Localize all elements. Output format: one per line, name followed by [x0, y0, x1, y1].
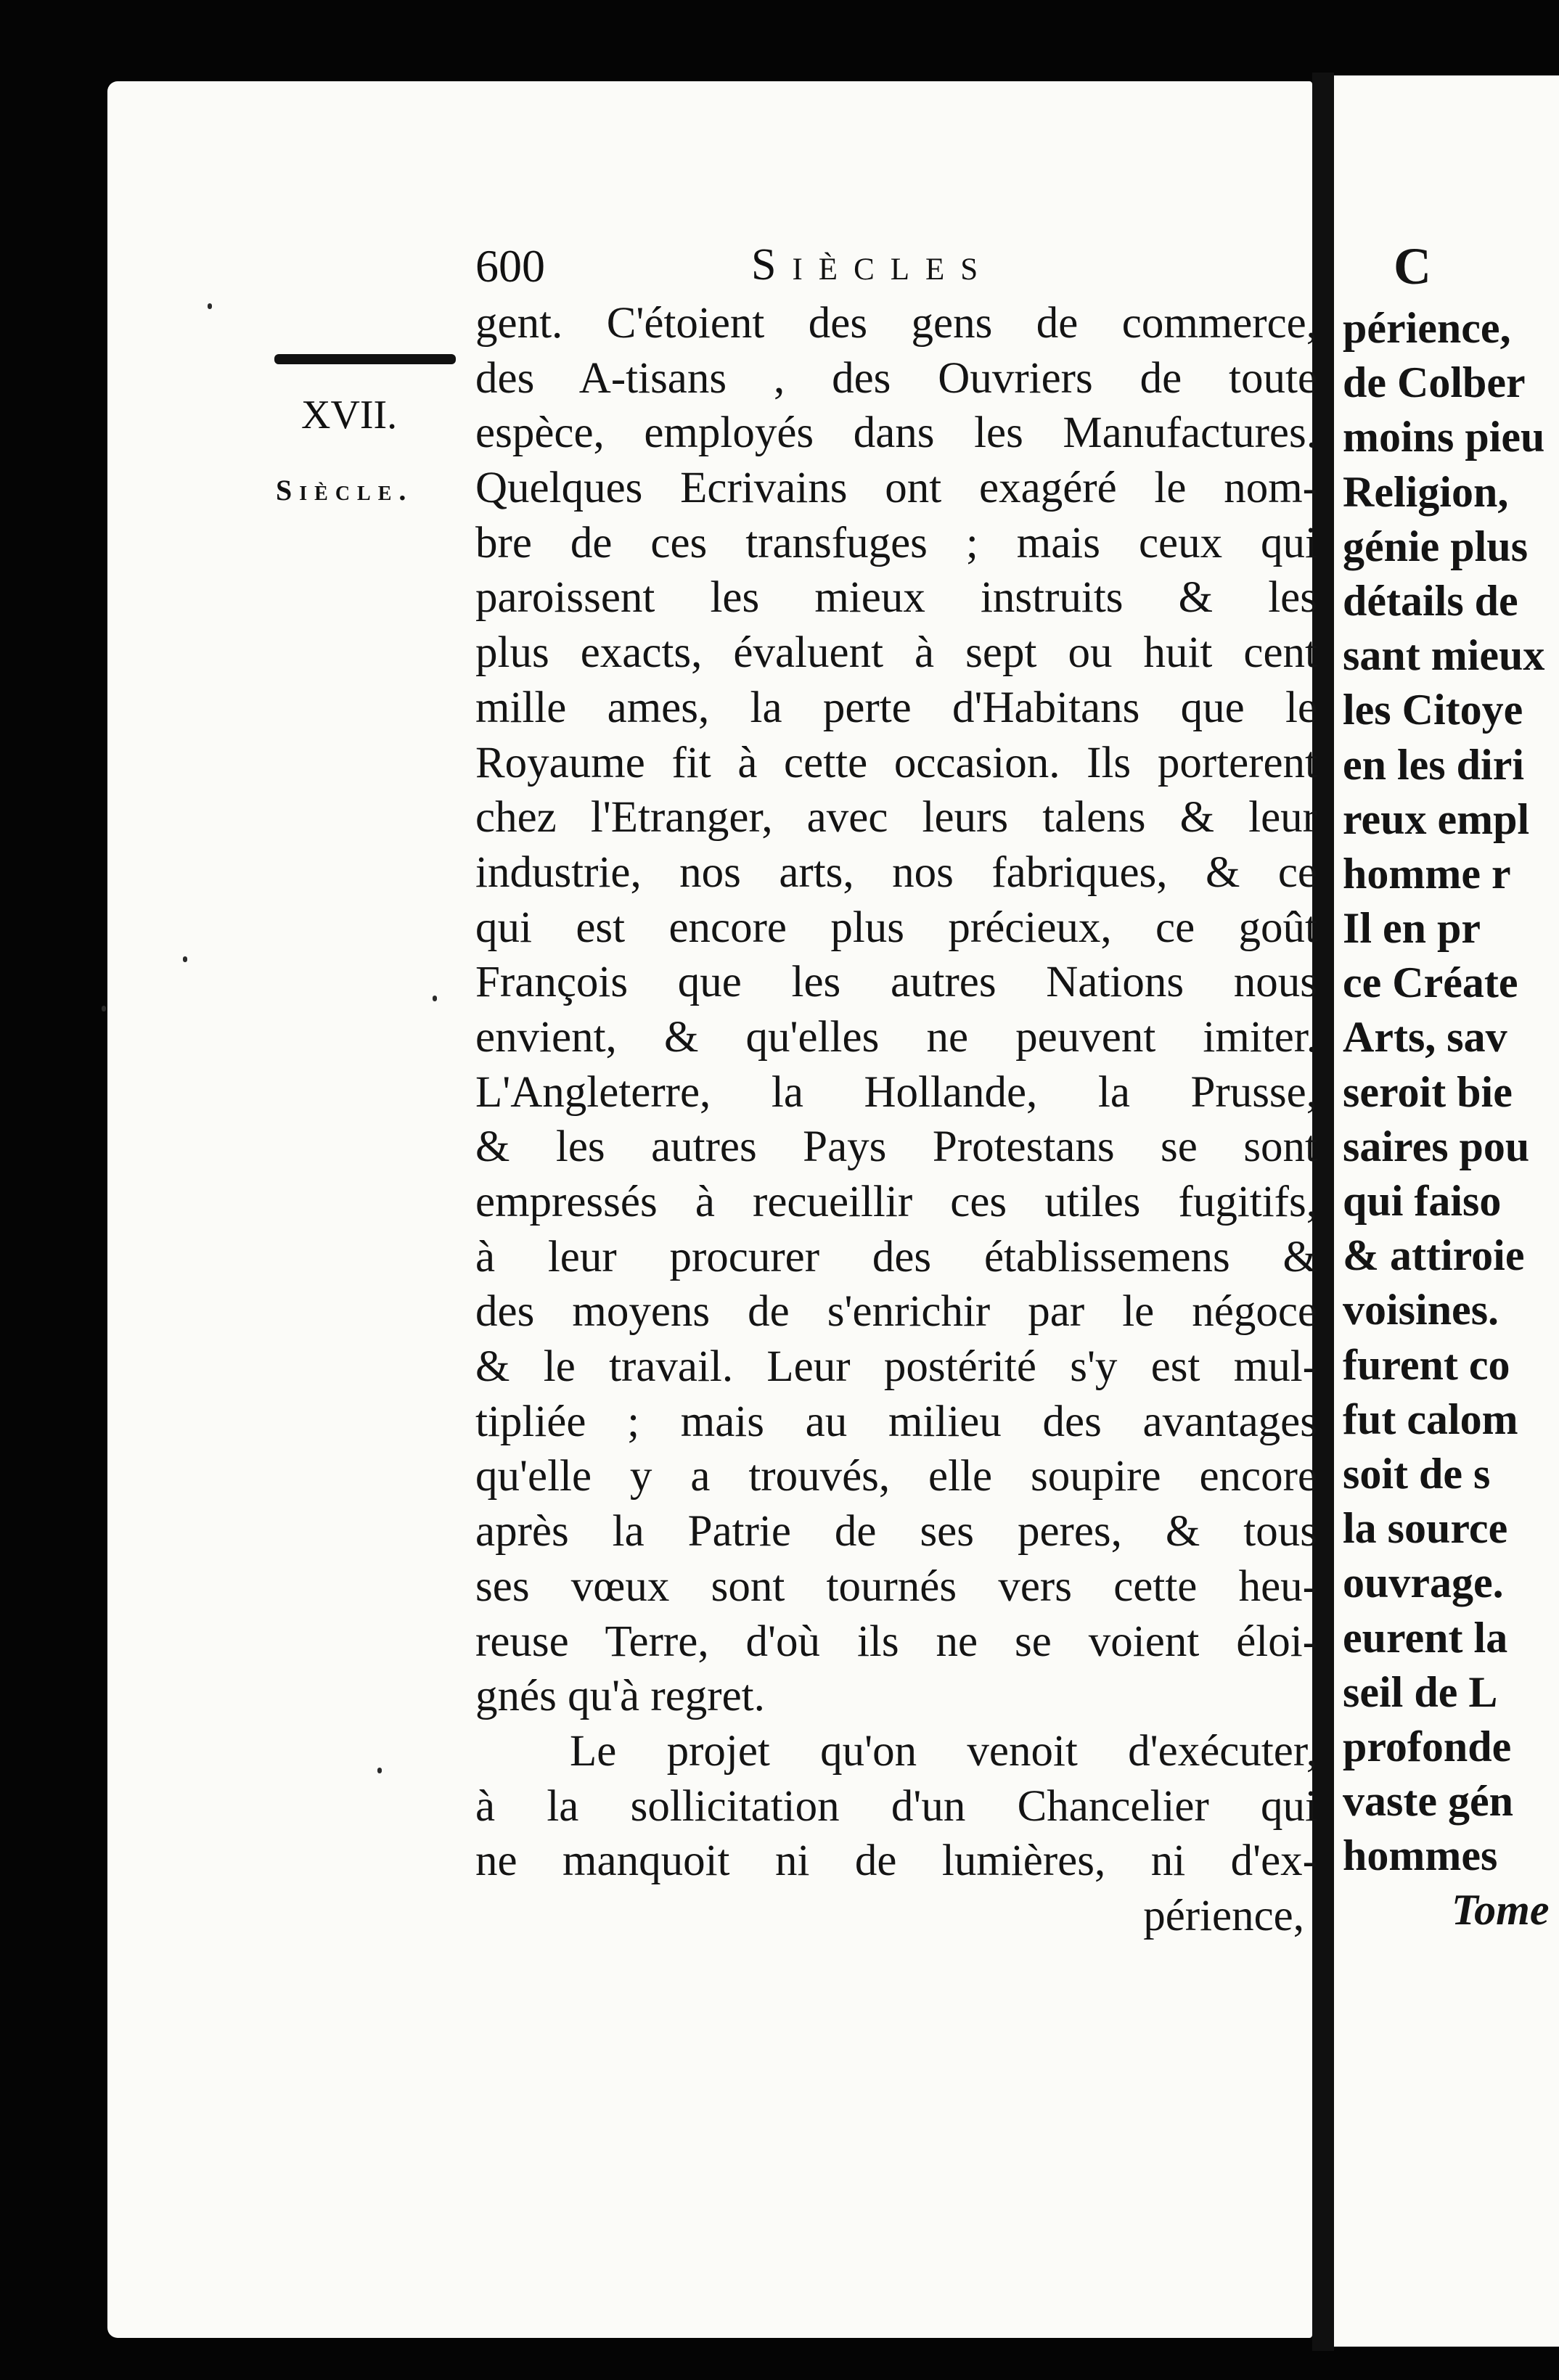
- right-text-line: génie plus: [1343, 522, 1529, 570]
- text-line: après la Patrie de ses peres, & tous: [475, 1507, 1317, 1556]
- text-line: chez l'Etranger, avec leurs talens & leur: [475, 793, 1317, 842]
- right-text-line: eurent la: [1343, 1613, 1508, 1662]
- margin-century-note: XVII.: [301, 393, 398, 438]
- text-line: Le projet qu'on venoit d'exécuter,: [570, 1726, 1317, 1776]
- text-line: paroissent les mieux instruits & les: [475, 573, 1317, 623]
- right-text-line: sant mieux: [1343, 631, 1545, 680]
- text-line: & les autres Pays Protestans se sont: [475, 1123, 1317, 1172]
- right-text-line: voisines.: [1343, 1286, 1499, 1334]
- running-title: Siècles: [751, 240, 994, 290]
- text-line: qui est encore plus précieux, ce goût: [475, 903, 1317, 952]
- text-line: plus exacts, évaluent à sept ou huit cent: [475, 628, 1317, 678]
- text-line: des A-tisans , des Ouvriers de toute: [475, 353, 1317, 403]
- text-line: & le travail. Leur postérité s'y est mul-: [475, 1342, 1317, 1392]
- right-text-line: saires pou: [1343, 1122, 1530, 1170]
- text-line: espèce, employés dans les Manufactures.: [475, 409, 1317, 458]
- right-text-line: les Citoye: [1343, 686, 1523, 734]
- right-text-line: détails de: [1343, 576, 1518, 625]
- right-text-line: hommes: [1343, 1831, 1498, 1880]
- running-head: [475, 239, 1310, 305]
- right-text-line: qui faiso: [1343, 1177, 1502, 1225]
- ink-speck: [208, 303, 212, 309]
- text-line: gnés qu'à regret.: [475, 1672, 765, 1721]
- text-line: à la sollicitation d'un Chancelier qui: [475, 1781, 1317, 1831]
- ink-speck: [377, 1768, 382, 1773]
- text-line: Quelques Ecrivains ont exagéré le nom-: [475, 464, 1317, 513]
- text-line: industrie, nos arts, nos fabriques, & ce: [475, 848, 1317, 897]
- right-text-line: Religion,: [1343, 467, 1509, 516]
- page-number: 600: [475, 240, 545, 292]
- right-text-line: furent co: [1343, 1340, 1510, 1389]
- text-line: L'Angleterre, la Hollande, la Prusse,: [475, 1067, 1317, 1117]
- ink-speck: [102, 1006, 106, 1012]
- right-text-line: vaste gén: [1343, 1777, 1513, 1826]
- text-line: gent. C'étoient des gens de commerce,: [475, 299, 1317, 348]
- right-text-line: profonde: [1343, 1722, 1512, 1770]
- text-line: empressés à recueillir ces utiles fugitifs,: [475, 1178, 1317, 1226]
- text-line: ses vœux sont tournés vers cette heu-: [475, 1562, 1317, 1611]
- right-text-line: soit de s: [1343, 1449, 1491, 1498]
- right-running-head: C: [1394, 237, 1431, 295]
- right-text-line: moins pieu: [1343, 413, 1545, 461]
- right-text-line: la source: [1343, 1504, 1508, 1553]
- right-text-line: de Colber: [1343, 358, 1526, 407]
- text-line: à leur procurer des établissemens &: [475, 1232, 1317, 1281]
- right-text-line: en les diri: [1343, 740, 1524, 789]
- right-text-line: Arts, sav: [1343, 1013, 1507, 1062]
- right-text-line: & attiroie: [1343, 1231, 1525, 1280]
- right-text-line: seroit bie: [1343, 1067, 1513, 1116]
- margin-siecle-note: Siècle.: [276, 474, 414, 506]
- text-line: François que les autres Nations nous: [475, 958, 1317, 1007]
- text-line: bre de ces transfuges ; mais ceux qui: [475, 518, 1317, 567]
- text-line: reuse Terre, d'où ils ne se voient éloi-: [475, 1617, 1317, 1666]
- right-text-line: ce Créate: [1343, 959, 1518, 1007]
- margin-rule: [274, 354, 456, 364]
- ink-speck: [433, 996, 437, 1001]
- right-text-line: homme r: [1343, 849, 1511, 898]
- right-text-line: périence,: [1343, 304, 1511, 352]
- right-text-line: reux empl: [1343, 795, 1530, 843]
- right-text-line: fut calom: [1343, 1395, 1518, 1443]
- catchword: périence,: [1143, 1891, 1304, 1940]
- main-text-block: [475, 296, 1317, 1944]
- text-line: qu'elle y a trouvés, elle soupire encore: [475, 1452, 1317, 1501]
- signature-mark: Tome: [1452, 1886, 1550, 1934]
- right-text-line: ouvrage.: [1343, 1559, 1504, 1607]
- text-line: Royaume fit à cette occasion. Ils porterent: [475, 738, 1317, 787]
- text-line: envient, & qu'elles ne peuvent imiter.: [475, 1012, 1317, 1062]
- right-text-line: seil de L: [1343, 1667, 1498, 1716]
- right-text-line: Il en pr: [1343, 904, 1481, 953]
- text-line: des moyens de s'enrichir par le négoce: [475, 1287, 1317, 1337]
- ink-speck: [183, 956, 187, 962]
- text-line: tipliée ; mais au milieu des avantages: [475, 1397, 1317, 1446]
- right-page-text: [1343, 232, 1559, 1938]
- text-line: ne manquoit ni de lumières, ni d'ex-: [475, 1837, 1317, 1886]
- text-line: mille ames, la perte d'Habitans que le: [475, 683, 1317, 732]
